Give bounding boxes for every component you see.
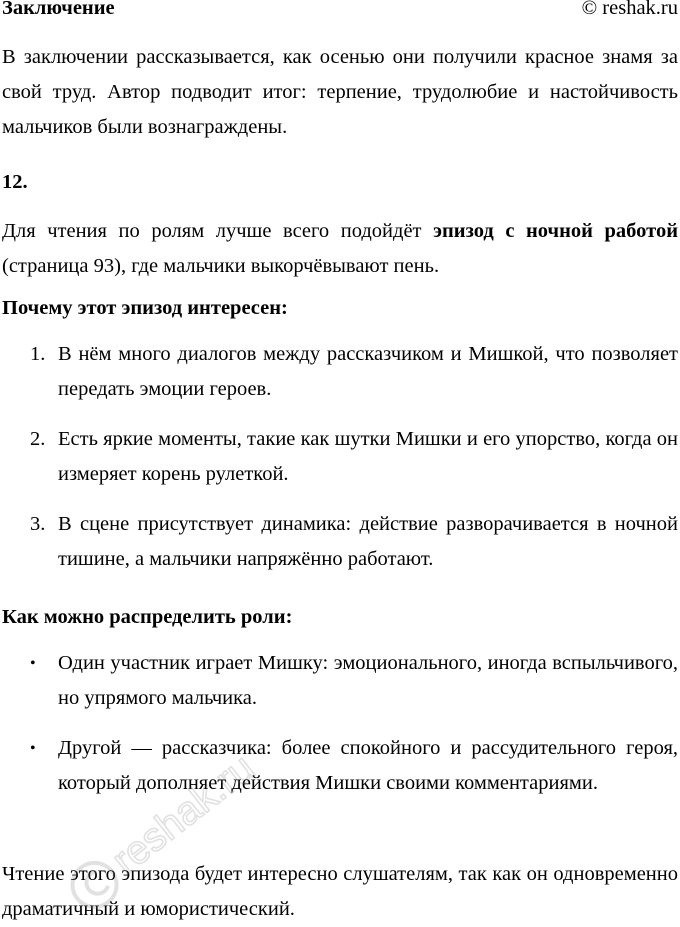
- list-number: 3.: [30, 513, 46, 535]
- why-list-item: [0, 422, 680, 492]
- list-item-text: Есть яркие моменты, такие как шутки Мишки и его упорство, когда он измеряет корень рулеткой.: [58, 428, 678, 485]
- section-number: 12.: [2, 171, 28, 193]
- list-item-text: Один участник играет Мишку: эмоционального, иногда вспыльчивого, но упрямого мальчика.: [58, 652, 678, 709]
- list-item-text: Другой — рассказчика: более спокойного и рассудительного героя, который дополняет действия Мишки своими комментариями.: [58, 737, 678, 794]
- watermark-text: reshak.ru: [104, 745, 263, 883]
- roles-list: [0, 646, 680, 801]
- episode-text-bold: эпизод с ночной работой: [433, 220, 679, 242]
- episode-paragraph: [2, 214, 678, 284]
- list-item-text: В нём много диалогов между рассказчиком и Мишкой, что позволяет передать эмоции героев.: [58, 343, 678, 400]
- why-list-item: [0, 507, 680, 577]
- roles-list-item: [0, 731, 680, 801]
- why-heading: Почему этот эпизод интересен:: [2, 297, 288, 319]
- list-item-text: В сцене присутствует динамика: действие разворачивается в ночной тишине, а мальчики напряжённо работают.: [58, 513, 678, 570]
- bullet-icon: •: [30, 740, 36, 757]
- header-site-link[interactable]: © reshak.ru: [581, 0, 678, 19]
- roles-heading: Как можно распределить роли:: [2, 606, 293, 628]
- episode-text-before: Для чтения по ролям лучше всего подойдёт: [2, 220, 434, 242]
- conclusion-paragraph: Чтение этого эпизода будет интересно слушателям, так как он одновременно драматичный и юмористический.: [2, 863, 678, 920]
- roles-list-item: [0, 646, 680, 716]
- header-title: Заключение: [2, 0, 115, 19]
- episode-text-after: (страница 93), где мальчики выкорчёвывают пень.: [2, 255, 440, 277]
- page-header: [0, 0, 680, 26]
- intro-paragraph: В заключении рассказывается, как осенью они получили красное знамя за свой труд. Автор подводит итог: терпение, трудолюбие и настойчивость мальчиков были вознаграждены.: [2, 46, 678, 138]
- list-number: 2.: [30, 428, 46, 450]
- why-list: [0, 337, 680, 577]
- list-number: 1.: [30, 343, 46, 365]
- bullet-icon: •: [30, 655, 36, 672]
- why-list-item: [0, 337, 680, 407]
